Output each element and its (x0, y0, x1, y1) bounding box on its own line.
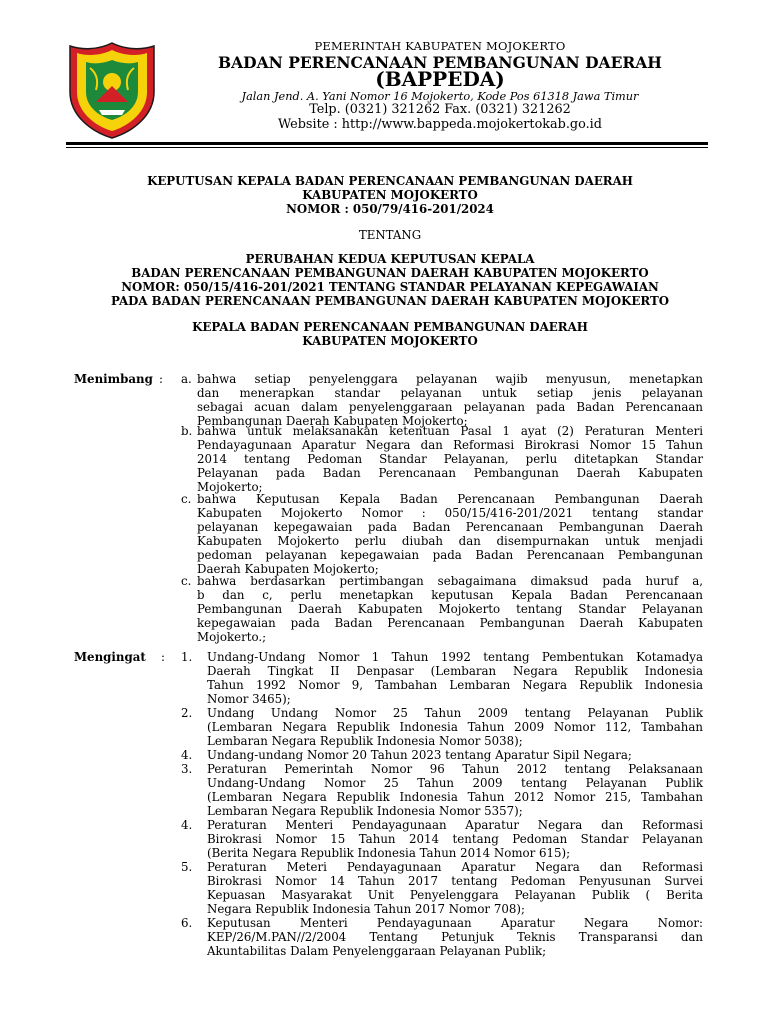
menimbang-line: Pelayanan pada Badan Perencanaan Pembangunan Daerah Kabupaten (197, 466, 703, 480)
mengingat-marker: 6. (181, 916, 193, 930)
mengingat-line: Peraturan Menteri Pendayagunaan Aparatur Negara dan Reformasi (207, 818, 703, 832)
menimbang-marker: c. (181, 574, 192, 588)
mengingat-line: Undang-Undang Nomor 25 Tahun 2009 tentang Pelayanan Publik (207, 776, 703, 790)
decree-title: KEPUTUSAN KEPALA BADAN PERENCANAAN PEMBANGUNAN DAERAH (147, 174, 633, 188)
mengingat-line: Peraturan Meteri Pendayagunaan Aparatur Negara dan Reformasi (207, 860, 703, 874)
mengingat-line: Daerah Tingkat II Denpasar (Lembaran Negara Republik Indonesia (207, 664, 703, 678)
decree-number: NOMOR : 050/79/416-201/2024 (286, 202, 494, 216)
mengingat-line: Kepuasan Masyarakat Unit Penyelenggara Pelayanan Publik ( Berita (207, 888, 703, 902)
letterhead-address: Jalan Jend. A. Yani Nomor 16 Mojokerto, Kode Pos 61318 Jawa Timur (241, 90, 639, 103)
mengingat-line: Birokrasi Nomor 15 Tahun 2014 tentang Pedoman Standar Pelayanan (207, 832, 703, 846)
mengingat-line: (Lembaran Negara Republik Indonesia Tahun 2012 Nomor 215, Tambahan (207, 790, 703, 804)
mengingat-line: Undang Undang Nomor 25 Tahun 2009 tentang Pelayanan Publik (207, 706, 703, 720)
official-title: KEPALA BADAN PERENCANAAN PEMBANGUNAN DAERAH (192, 320, 588, 334)
menimbang-line: Mojokerto; (197, 480, 263, 494)
menimbang-colon: : (159, 372, 163, 386)
mengingat-marker: 5. (181, 860, 193, 874)
letterhead-rule-thick (66, 142, 708, 145)
decree-subject: NOMOR: 050/15/416-201/2021 TENTANG STANDAR PELAYANAN KEPEGAWAIAN (121, 280, 659, 294)
menimbang-line: sebagai acuan dalam penyelenggaraan pelayanan pada Badan Perencanaan (197, 400, 703, 414)
mengingat-marker: 1. (181, 650, 193, 664)
menimbang-line: bahwa Keputusan Kepala Badan Perencanaan Pembangunan Daerah (197, 492, 703, 506)
mengingat-line: Birokrasi Nomor 14 Tahun 2017 tentang Pedoman Penyusunan Survei (207, 874, 703, 888)
menimbang-marker: b. (181, 424, 193, 438)
mengingat-colon: : (161, 650, 165, 664)
menimbang-line: Mojokerto.; (197, 630, 267, 644)
mengingat-line: Undang-undang Nomor 20 Tahun 2023 tentang Aparatur Sipil Negara; (207, 748, 632, 762)
mengingat-line: (Berita Negara Republik Indonesia Tahun 2014 Nomor 615); (207, 846, 571, 860)
menimbang-line: Daerah Kabupaten Mojokerto; (197, 562, 379, 576)
menimbang-line: Kabupaten Mojokerto perlu diubah dan disempurnakan untuk menjadi (197, 534, 703, 548)
mengingat-marker: 4. (181, 748, 193, 762)
mengingat-line: Negara Republik Indonesia Tahun 2017 Nomor 708); (207, 902, 525, 916)
menimbang-line: pedoman pelayanan kepegawaian pada Badan Perencanaan Pembangunan (197, 548, 703, 562)
menimbang-line: Pendayagunaan Aparatur Negara dan Reformasi Birokrasi Nomor 15 Tahun (197, 438, 703, 452)
mengingat-line: (Lembaran Negara Republik Indonesia Tahun 2009 Nomor 112, Tambahan (207, 720, 703, 734)
mengingat-marker: 3. (181, 762, 193, 776)
menimbang-line: bahwa berdasarkan pertimbangan sebagaimana dimaksud pada huruf a, (197, 574, 703, 588)
letterhead-website: Website : http://www.bappeda.mojokertokab.go.id (278, 117, 602, 132)
mengingat-line: Keputusan Menteri Pendayagunaan Aparatur Negara Nomor: (207, 916, 703, 930)
menimbang-line: pelayanan kepegawaian pada Badan Perencanaan Pembangunan Daerah (197, 520, 703, 534)
official-title-region: KABUPATEN MOJOKERTO (302, 334, 478, 348)
mengingat-marker: 4. (181, 818, 193, 832)
menimbang-line: dan menerapkan standar pelayanan untuk setiap jenis pelayanan (197, 386, 703, 400)
tentang-heading: TENTANG (358, 228, 422, 242)
mengingat-line: Tahun 1992 Nomor 9, Tambahan Lembaran Negara Republik Indonesia (207, 678, 703, 692)
menimbang-line: bahwa setiap penyelenggara pelayanan wajib menyusun, menetapkan (197, 372, 703, 386)
mengingat-line: Peraturan Pemerintah Nomor 96 Tahun 2012 tentang Pelaksanaan (207, 762, 703, 776)
mengingat-line: Lembaran Negara Republik Indonesia Nomor 5357); (207, 804, 523, 818)
menimbang-label: Menimbang (74, 372, 153, 386)
mojokerto-regency-emblem-icon (66, 40, 158, 140)
decree-subject: BADAN PERENCANAAN PEMBANGUNAN DAERAH KABUPATEN MOJOKERTO (131, 266, 649, 280)
menimbang-line: 2014 tentang Pedoman Standar Pelayanan, perlu ditetapkan Standar (197, 452, 703, 466)
menimbang-line: Kabupaten Mojokerto Nomor : 050/15/416-201/2021 tentang standar (197, 506, 703, 520)
decree-subject: PERUBAHAN KEDUA KEPUTUSAN KEPALA (245, 252, 535, 266)
mengingat-line: Nomor 3465); (207, 692, 291, 706)
letterhead-government: PEMERINTAH KABUPATEN MOJOKERTO (314, 39, 566, 53)
menimbang-line: kepegawaian pada Badan Perencanaan Pembangunan Daerah Kabupaten (197, 616, 703, 630)
menimbang-marker: a. (181, 372, 192, 386)
letterhead-phone: Telp. (0321) 321262 Fax. (0321) 321262 (309, 102, 571, 117)
mengingat-line: KEP/26/M.PAN//2/2004 Tentang Petunjuk Teknis Transparansi dan (207, 930, 703, 944)
mengingat-line: Lembaran Negara Republik Indonesia Nomor 5038); (207, 734, 523, 748)
mengingat-label: Mengingat (74, 650, 146, 664)
mengingat-line: Undang-Undang Nomor 1 Tahun 1992 tentang Pembentukan Kotamadya (207, 650, 703, 664)
menimbang-line: Pembangunan Daerah Kabupaten Mojokerto; (197, 414, 468, 428)
decree-title-region: KABUPATEN MOJOKERTO (302, 188, 478, 202)
menimbang-marker: c. (181, 492, 192, 506)
menimbang-line: Pembangunan Daerah Kabupaten Mojokerto tentang Standar Pelayanan (197, 602, 703, 616)
menimbang-line: b dan c, perlu menetapkan keputusan Kepala Badan Perencanaan (197, 588, 703, 602)
decree-subject: PADA BADAN PERENCANAAN PEMBANGUNAN DAERAH KABUPATEN MOJOKERTO (110, 294, 670, 308)
letterhead-rule-thin (66, 147, 708, 148)
letterhead-agency: BADAN PERENCANAAN PEMBANGUNAN DAERAH (218, 53, 662, 72)
mengingat-marker: 2. (181, 706, 193, 720)
menimbang-line: bahwa untuk melaksanakan ketentuan Pasal 1 ayat (2) Peraturan Menteri (197, 424, 703, 438)
letterhead-abbreviation: (BAPPEDA) (375, 67, 505, 91)
mengingat-line: Akuntabilitas Dalam Penyelenggaraan Pelayanan Publik; (207, 944, 547, 958)
